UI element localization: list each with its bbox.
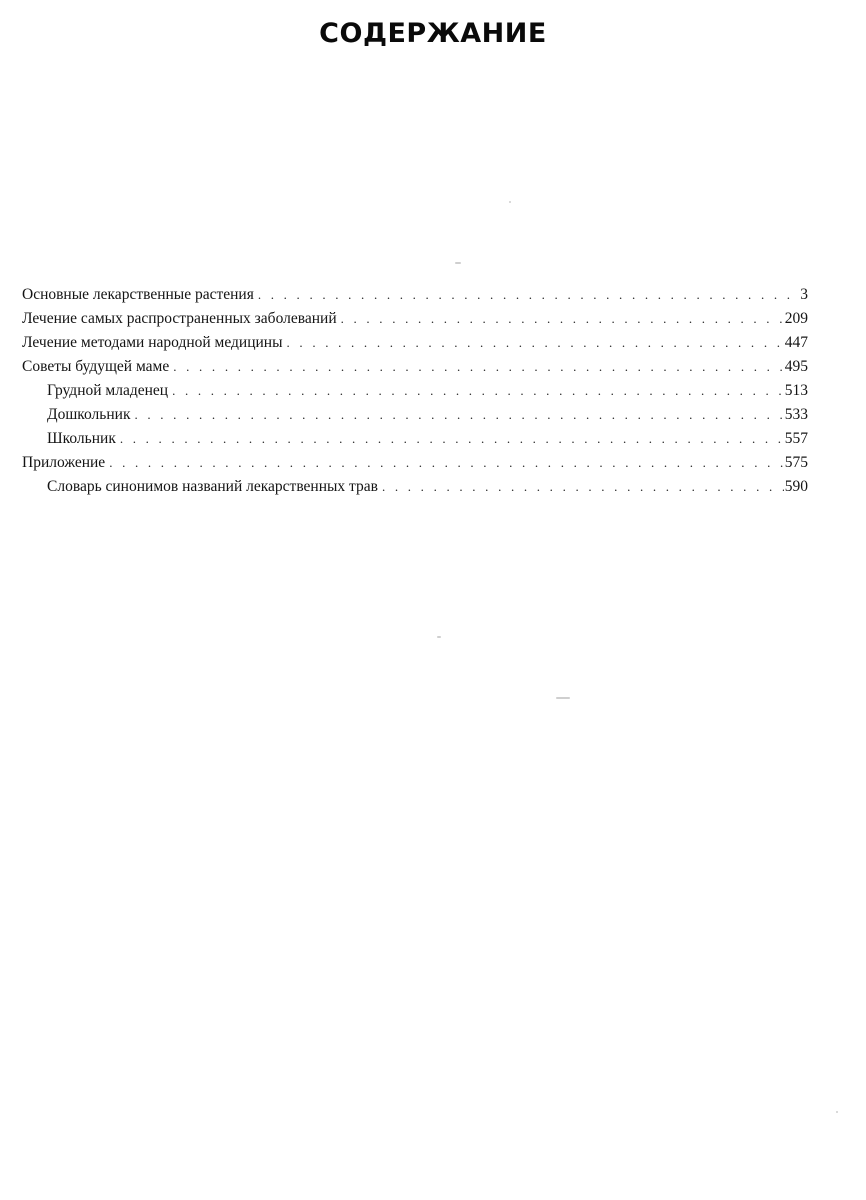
- toc-entry-title: Грудной младенец: [47, 382, 169, 399]
- dot-leader: [287, 331, 784, 355]
- toc-subentry: [22, 475, 808, 499]
- toc-entry-page-number: 447: [784, 334, 808, 351]
- page-title: СОДЕРЖАНИЕ: [319, 18, 547, 49]
- toc-subentry: [22, 379, 808, 403]
- toc-entry-title: Школьник: [47, 430, 116, 447]
- toc-subentry: [22, 403, 808, 427]
- toc-entry-page-number: 513: [784, 382, 808, 399]
- toc-entry-page-number: 3: [800, 286, 808, 303]
- toc-entry: [22, 283, 808, 307]
- dot-leader: [173, 355, 784, 379]
- toc-entry-page-number: 557: [784, 430, 808, 447]
- toc-entry: [22, 355, 808, 379]
- dot-leader: [172, 379, 784, 403]
- scan-speck: [509, 201, 511, 203]
- scan-speck: [437, 636, 441, 638]
- toc-entry-title: Приложение: [22, 454, 106, 471]
- scan-speck: [556, 697, 570, 699]
- dot-leader: [109, 451, 784, 475]
- toc-entry-page-number: 495: [784, 358, 808, 375]
- toc-entry-title: Советы будущей маме: [22, 358, 170, 375]
- toc-subentry: [22, 427, 808, 451]
- toc-entry-title: Дошкольник: [47, 406, 131, 423]
- toc-entry-page-number: 590: [784, 478, 808, 495]
- table-of-contents: [22, 283, 808, 499]
- dot-leader: [120, 427, 784, 451]
- dot-leader: [382, 475, 784, 499]
- dot-leader: [258, 283, 799, 307]
- toc-entry-page-number: 575: [784, 454, 808, 471]
- toc-entry: [22, 307, 808, 331]
- toc-entry-title: Лечение самых распространенных заболеваний: [22, 310, 337, 327]
- toc-entry-title: Словарь синонимов названий лекарственных трав: [47, 478, 378, 495]
- scan-speck: [455, 262, 461, 264]
- toc-entry-title: Основные лекарственные растения: [22, 286, 254, 303]
- toc-entry: [22, 331, 808, 355]
- toc-entry-title: Лечение методами народной медицины: [22, 334, 283, 351]
- dot-leader: [134, 403, 783, 427]
- toc-entry: [22, 451, 808, 475]
- dot-leader: [341, 307, 784, 331]
- toc-entry-page-number: 533: [784, 406, 808, 423]
- toc-entry-page-number: 209: [784, 310, 808, 327]
- scan-speck: [836, 1111, 838, 1113]
